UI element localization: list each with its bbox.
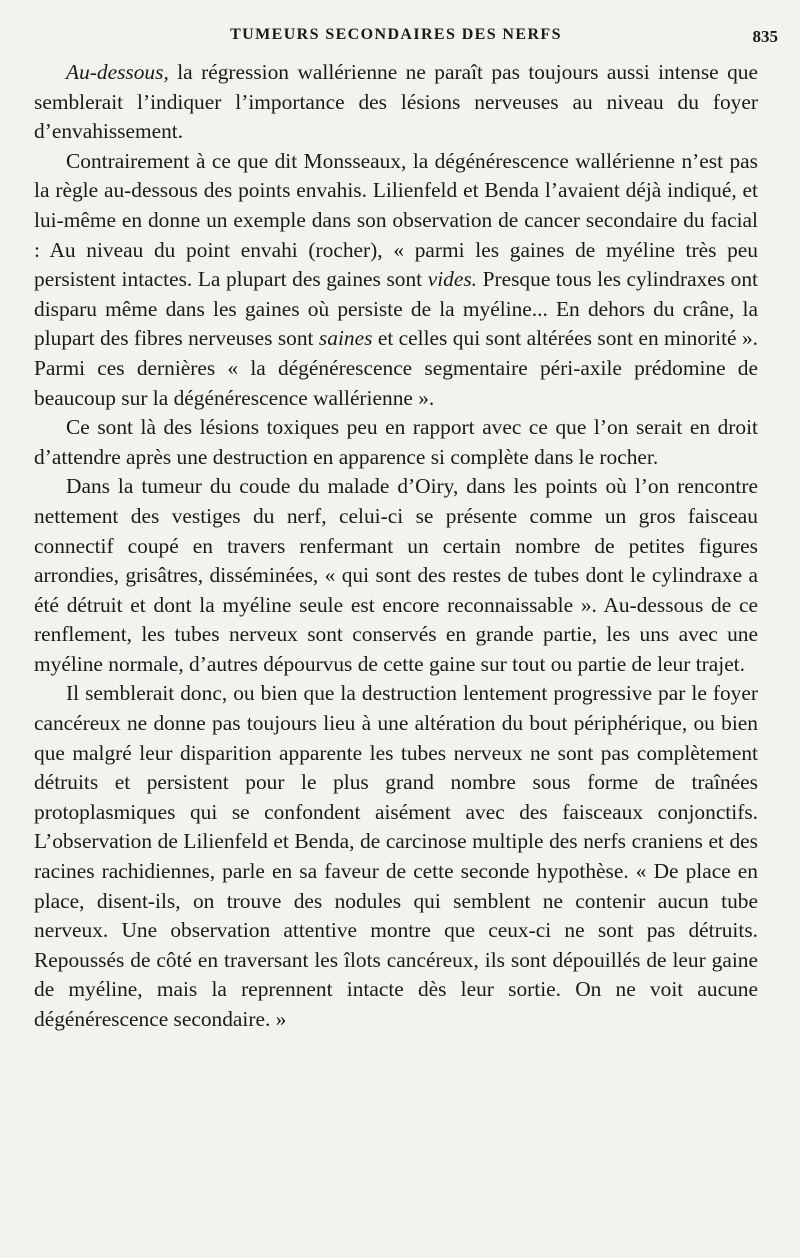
paragraph-3: Ce sont là des lésions toxiques peu en rapport avec ce que l’on serait en droit d’attendre après une destruction en apparence si complète dans le rocher. [34, 415, 758, 469]
paragraph-4: Dans la tumeur du coude du malade d’Oiry, dans les points où l’on rencontre nettement des vestiges du nerf, celui-ci se présente comme un gros faisceau connectif coupé en travers renfermant un certain nombre de petites figures arrondies, grisâtres, disséminées, « qui sont des restes de tubes dont le cylindraxe a été détruit et dont la myéline seule est encore reconnaissable ». Au-dessous de ce renflement, les tubes nerveux sont conservés en grande partie, les uns avec une myéline normale, d’autres dépourvus de cette gaine sur tout ou partie de leur trajet. [34, 474, 758, 676]
paragraph-text: et celles qui sont altérées sont en minorité ». Parmi ces dernières « la dégénérescence segmentaire péri-axile prédomine de beaucoup sur la dégénérescence wallérienne ». [34, 326, 758, 410]
page-header [34, 18, 778, 54]
paragraph-5: Il semblerait donc, ou bien que la destruction lentement progressive par le foyer cancéreux ne donne pas toujours lieu à une altération du bout périphérique, ou bien que malgré leur disparition apparente les tubes nerveux ne sont pas complètement détruits et persistent pour le plus grand nombre sous forme de traînées protoplasmiques qui se confondent aisément avec des faisceaux conjonctifs. L’observation de Lilienfeld et Benda, de carcinose multiple des nerfs craniens et des racines rachidiennes, parle en sa faveur de cette seconde hypothèse. « De place en place, disent-ils, on trouve des nodules qui semblent ne contenir aucun tube nerveux. Une observation attentive montre que ceux-ci ne sont pas détruits. Repoussés de côté en traversant les îlots cancéreux, ils sont dépouillés de leur gaine de myéline, mais la reprennent intacte dès leur sortie. On ne voit aucune dégénérescence secondaire. » [34, 681, 758, 1031]
italic-word: saines [318, 326, 373, 351]
body-text [34, 58, 758, 1035]
paragraph-text: Contrairement à ce que dit Monsseaux, la dégénérescence wallérienne n’est pas la règle au-dessous des points envahis. Lilienfeld et Benda l’avaient déjà indiqué, et lui-même en donne un exemple dans son observation de cancer secondaire du facial : Au niveau du point envahi (rocher), « parmi les gaines de myéline très peu persistent intactes. La plupart des gaines sont [34, 148, 758, 292]
italic-lead: Au-dessous, [66, 60, 169, 84]
paragraph-1 [34, 58, 758, 147]
paragraph-text: la régression wallérienne ne paraît pas toujours aussi intense que semblerait l’indiquer l’importance des lésions nerveuses au niveau du foyer d’envahissement. [34, 60, 758, 144]
page-number: 835 [752, 27, 778, 46]
paragraph-2 [34, 147, 758, 413]
running-head: TUMEURS SECONDAIRES DES NERFS [230, 26, 562, 43]
paragraph-text: Presque tous les cylindraxes ont disparu même dans les gaines où persiste de la myéline... En dehors du crâne, la plupart des fibres nerveuses sont [34, 267, 758, 351]
italic-word: vides. [427, 267, 478, 292]
